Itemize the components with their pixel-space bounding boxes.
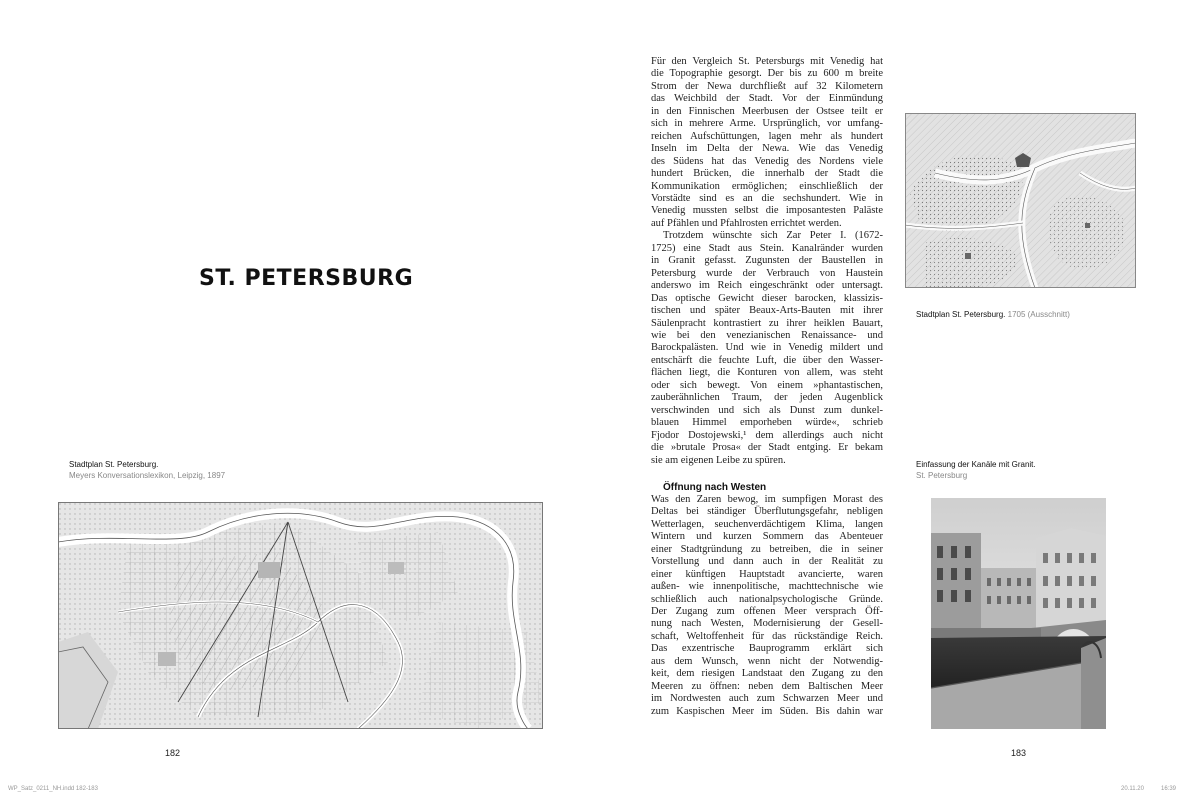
text-line: Trotzdem wünschte sich Zar Peter I. (1672- <box>663 230 883 242</box>
text-line: Das exzentrische Bauprogramm erklärt sich <box>651 643 883 655</box>
map-caption-left-title: Stadtplan St. Petersburg. <box>69 460 159 469</box>
paragraph-3 <box>651 494 883 718</box>
text-line: die »brutale Prosa« der Stadt entging. Er bekam <box>651 442 883 454</box>
text-line: in den Finnischen Meerbusen der Ostsee teilt er <box>651 105 883 117</box>
text-line: 1725) eine Stadt aus Stein. Kanalränder wurden <box>651 242 883 254</box>
text-line: außen- wie innenpolitische, machttechnische wie <box>651 581 883 593</box>
text-line: Kommunikation ermöglichen; einschließlich der <box>651 180 883 192</box>
text-line: Vorstellung und dann auch in der Realität zu <box>651 556 883 568</box>
text-line: Petersburg wurde der Verbrauch von Haustein <box>651 267 883 279</box>
text-line: in Granit gefasst. Zugunsten der Baustellen in <box>651 255 883 267</box>
text-line: Meeren zu öffnen: neben dem Baltischen Meer <box>651 680 883 692</box>
photo-caption-title: Einfassung der Kanäle mit Granit. <box>916 460 1036 469</box>
map-caption-right-title: Stadtplan St. Petersburg. <box>916 310 1006 319</box>
city-map-1705-drawing <box>905 113 1136 288</box>
map-caption-right <box>916 309 1070 320</box>
text-line: verschwinden und sich als Dunst zum dunkel- <box>651 404 883 416</box>
text-line: Das optische Gewicht dieser barocken, klassizis- <box>651 292 883 304</box>
text-line: des Südens hat das Venedig des Nordens viele <box>651 155 883 167</box>
text-line: schaft, Weltoffenheit für das rückständige Reich. <box>651 630 883 642</box>
text-line: flächen liegt, die Konturen von allem, was steht <box>651 367 883 379</box>
heading-spacer <box>651 467 883 481</box>
text-line: nung nach Westen, Modernisierung der Gesell- <box>651 618 883 630</box>
text-line: Fjodor Dostojewski,¹ dem allerdings auch nicht <box>651 429 883 441</box>
city-map-1705-image <box>905 113 1136 288</box>
text-line: Wintern und kurzen Sommern das Abenteuer <box>651 531 883 543</box>
text-line: anderswo im Reich eingeschränkt oder untersagt. <box>651 280 883 292</box>
canal-photo-drawing <box>931 498 1106 729</box>
text-line: das Weichbild der Stadt. Vor der Einmündung <box>651 93 883 105</box>
text-line: auf Pfählen und Pfahlrosten errichtet werden. <box>651 217 842 229</box>
section-heading: Öffnung nach Westen <box>663 481 767 493</box>
chapter-title: ST. PETERSBURG <box>199 266 414 291</box>
page-number-right: 183 <box>1011 748 1027 758</box>
text-line: blauen Himmel emporheben würde«, schrieb <box>651 417 883 429</box>
text-line: Der Zugang zum offenen Meer versprach Öff- <box>651 606 883 618</box>
text-line: die Topographie gesorgt. Der bis zu 600 m breite <box>651 68 883 80</box>
text-line: zum Kaspischen Meer im Süden. Bis dahin war <box>651 705 883 717</box>
map-caption-right-date: 1705 (Ausschnitt) <box>1005 310 1070 319</box>
photo-caption-location: St. Petersburg <box>916 471 968 480</box>
text-line: schließlich auch nationalpsychologische Gründe. <box>651 593 883 605</box>
body-text-column <box>651 56 883 718</box>
page-number-left: 182 <box>165 748 181 758</box>
text-line: Barockpalästen. Und wie in Venedig mildert und <box>651 342 883 354</box>
text-line: Für den Vergleich St. Petersburgs mit Venedig hat <box>651 56 883 67</box>
text-line: einer Stadtgründung zu betreiben, die in seiner <box>651 543 883 555</box>
text-line: entschärft die feuchte Luft, die über den Wasser- <box>651 354 883 366</box>
text-line: Strom der Newa durchfließt auf 32 Kilometern <box>651 80 883 92</box>
city-map-1897-drawing <box>58 502 543 729</box>
text-line: Venedig mussten selbst die imposantesten Paläste <box>651 205 883 217</box>
text-line: tischen und später Beaux-Arts-Bauten mit ihrer <box>651 305 883 317</box>
text-line: reichen Aufschüttungen, lagen mehr als hundert <box>651 130 883 142</box>
text-line: sich in mehrere Arme. Ursprünglich, vor umfang- <box>651 118 883 130</box>
left-page <box>0 0 596 800</box>
text-line: Inseln im Delta der Newa. Wie das Venedig <box>651 143 883 155</box>
text-line: wie bei den venezianischen Renaissance- und <box>651 329 883 341</box>
canal-granite-photo <box>931 498 1106 729</box>
text-line: keit, dem riesigen Landstaat den Zugang zu den <box>651 668 883 680</box>
photo-caption <box>916 459 1036 481</box>
text-line: aus dem Wunsch, wenn nicht der Notwendig- <box>651 655 883 667</box>
text-line: oder sich bewegt. Von einem »phantastischen, <box>651 379 883 391</box>
text-line: sie am eigenen Leibe zu spüren. <box>651 454 786 466</box>
text-line: Vorstädte sind es an die sechshundert. Wie in <box>651 192 883 204</box>
text-line: hundert Brücken, die innerhalb der Stadt die <box>651 168 883 180</box>
text-line: im Nordwesten auch zum Schwarzen Meer und <box>651 693 883 705</box>
text-line: Deltas bei ständiger Überflutungsgefahr, nebligen <box>651 506 883 518</box>
print-slug-date: 20.11.20 <box>1121 786 1144 792</box>
text-line: Was den Zaren bewog, im sumpfigen Morast des <box>651 493 883 505</box>
print-slug-time: 16:39 <box>1161 786 1177 792</box>
map-caption-left <box>69 459 225 481</box>
map-caption-left-source: Meyers Konversationslexikon, Leipzig, 1897 <box>69 471 226 480</box>
text-line: zauberähnlichen Traum, der jeden Augenblick <box>651 392 883 404</box>
paragraph-2 <box>651 230 883 467</box>
text-line: einer künftigen Hauptstadt avancierte, waren <box>651 568 883 580</box>
text-line: Säulenpracht kontrastiert zu ihrer heiklen Bauart, <box>651 317 883 329</box>
paragraph-1 <box>651 56 883 230</box>
print-slug-left: WP_Satz_0211_NH.indd 182-183 <box>8 786 98 792</box>
text-line: Wetterlagen, seuchenverdächtigem Klima, langen <box>651 518 883 530</box>
city-map-1897-image <box>58 502 543 729</box>
